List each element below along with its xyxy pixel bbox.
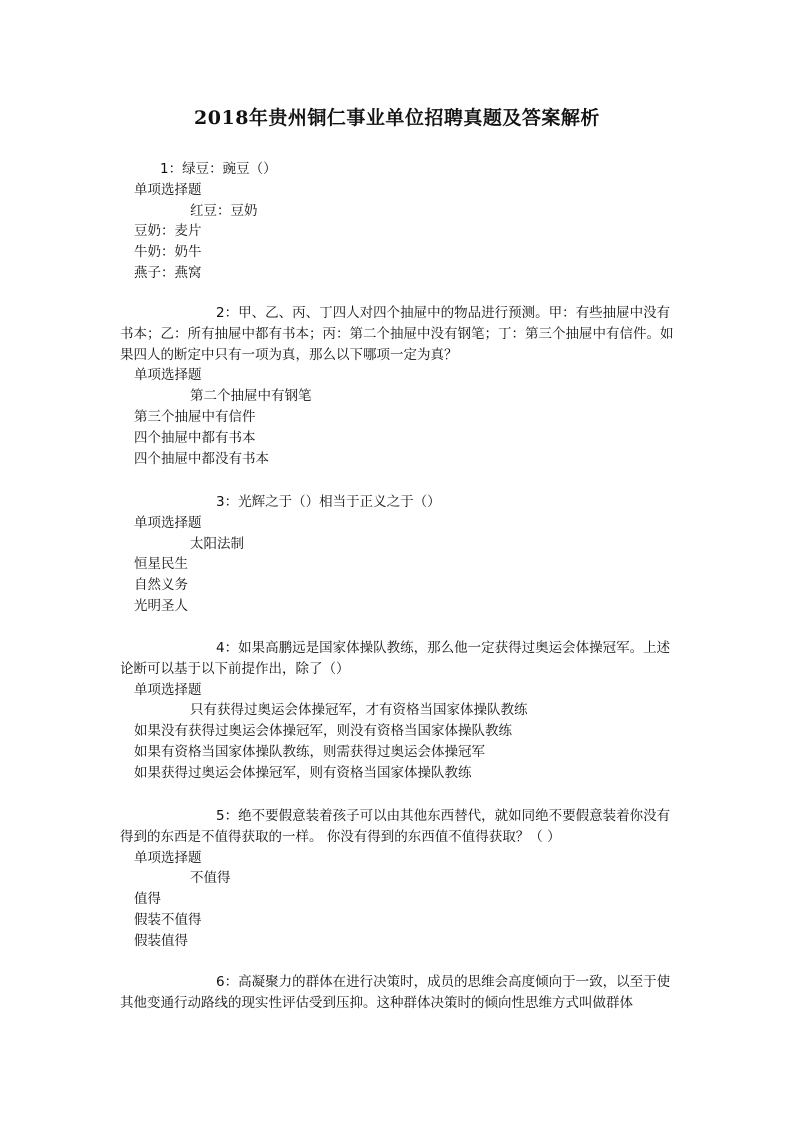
option-a: 红豆：豆奶 <box>190 202 258 219</box>
option-b: 值得 <box>134 891 161 908</box>
option-b: 如果没有获得过奥运会体操冠军，则没有资格当国家体操队教练 <box>134 723 512 740</box>
question-stem: 3：光辉之于（）相当于正义之于（） <box>216 494 441 510</box>
page-title: 2018年贵州铜仁事业单位招聘真题及答案解析 <box>194 107 600 129</box>
question-stem: 5：绝不要假意装着孩子可以由其他东西替代，就如同绝不要假意装着你没有得到的东西是不值得获取的一样。 你没有得到的东西值不值得获取？（ ） <box>120 808 671 845</box>
option-d: 光明圣人 <box>134 597 188 614</box>
question-5 <box>120 806 680 952</box>
option-b: 恒星民生 <box>134 556 188 573</box>
option-d: 如果获得过奥运会体操冠军，则有资格当国家体操队教练 <box>134 764 472 781</box>
question-type: 单项选择题 <box>134 514 202 531</box>
option-c: 四个抽屉中都有书本 <box>134 429 256 446</box>
option-c: 假装不值得 <box>134 911 202 928</box>
option-b: 豆奶：麦片 <box>134 223 202 240</box>
question-stem: 2：甲、乙、丙、丁四人对四个抽屉中的物品进行预测。甲：有些抽屉中没有书本；乙：所有抽屉中都有书本；丙：第二个抽屉中没有钢笔；丁：第三个抽屉中有信件。如果四人的断定中只有一项为真，那么以下哪项一定为真？ <box>120 305 674 363</box>
question-type: 单项选择题 <box>134 181 202 198</box>
option-c: 自然义务 <box>134 577 188 594</box>
option-a: 第二个抽屉中有钢笔 <box>190 388 312 405</box>
option-d: 四个抽屉中都没有书本 <box>134 450 269 467</box>
option-d: 燕子：燕窝 <box>134 264 202 281</box>
question-type: 单项选择题 <box>134 849 202 866</box>
question-2 <box>120 303 680 469</box>
question-stem: 1：绿豆：豌豆（） <box>160 161 277 177</box>
question-type: 单项选择题 <box>134 681 202 698</box>
question-stem: 6：高凝聚力的群体在进行决策时，成员的思维会高度倾向于一致，以至于使其他变通行动路线的现实性评估受到压抑。这种群体决策时的倾向性思维方式叫做群体 <box>120 974 671 1011</box>
question-type: 单项选择题 <box>134 367 202 384</box>
option-b: 第三个抽屉中有信件 <box>134 408 256 425</box>
question-1 <box>120 159 680 284</box>
option-d: 假装值得 <box>134 932 188 949</box>
option-a: 只有获得过奥运会体操冠军，才有资格当国家体操队教练 <box>190 702 528 719</box>
question-6 <box>120 972 680 1014</box>
option-a: 太阳法制 <box>190 535 244 552</box>
question-stem: 4：如果高鹏远是国家体操队教练，那么他一定获得过奥运会体操冠军。上述论断可以基于以下前提作出，除了（） <box>120 640 671 677</box>
option-c: 牛奶：奶牛 <box>134 244 202 261</box>
option-c: 如果有资格当国家体操队教练，则需获得过奥运会体操冠军 <box>134 743 485 760</box>
question-3 <box>120 492 680 617</box>
question-4 <box>120 638 680 784</box>
option-a: 不值得 <box>190 870 231 887</box>
